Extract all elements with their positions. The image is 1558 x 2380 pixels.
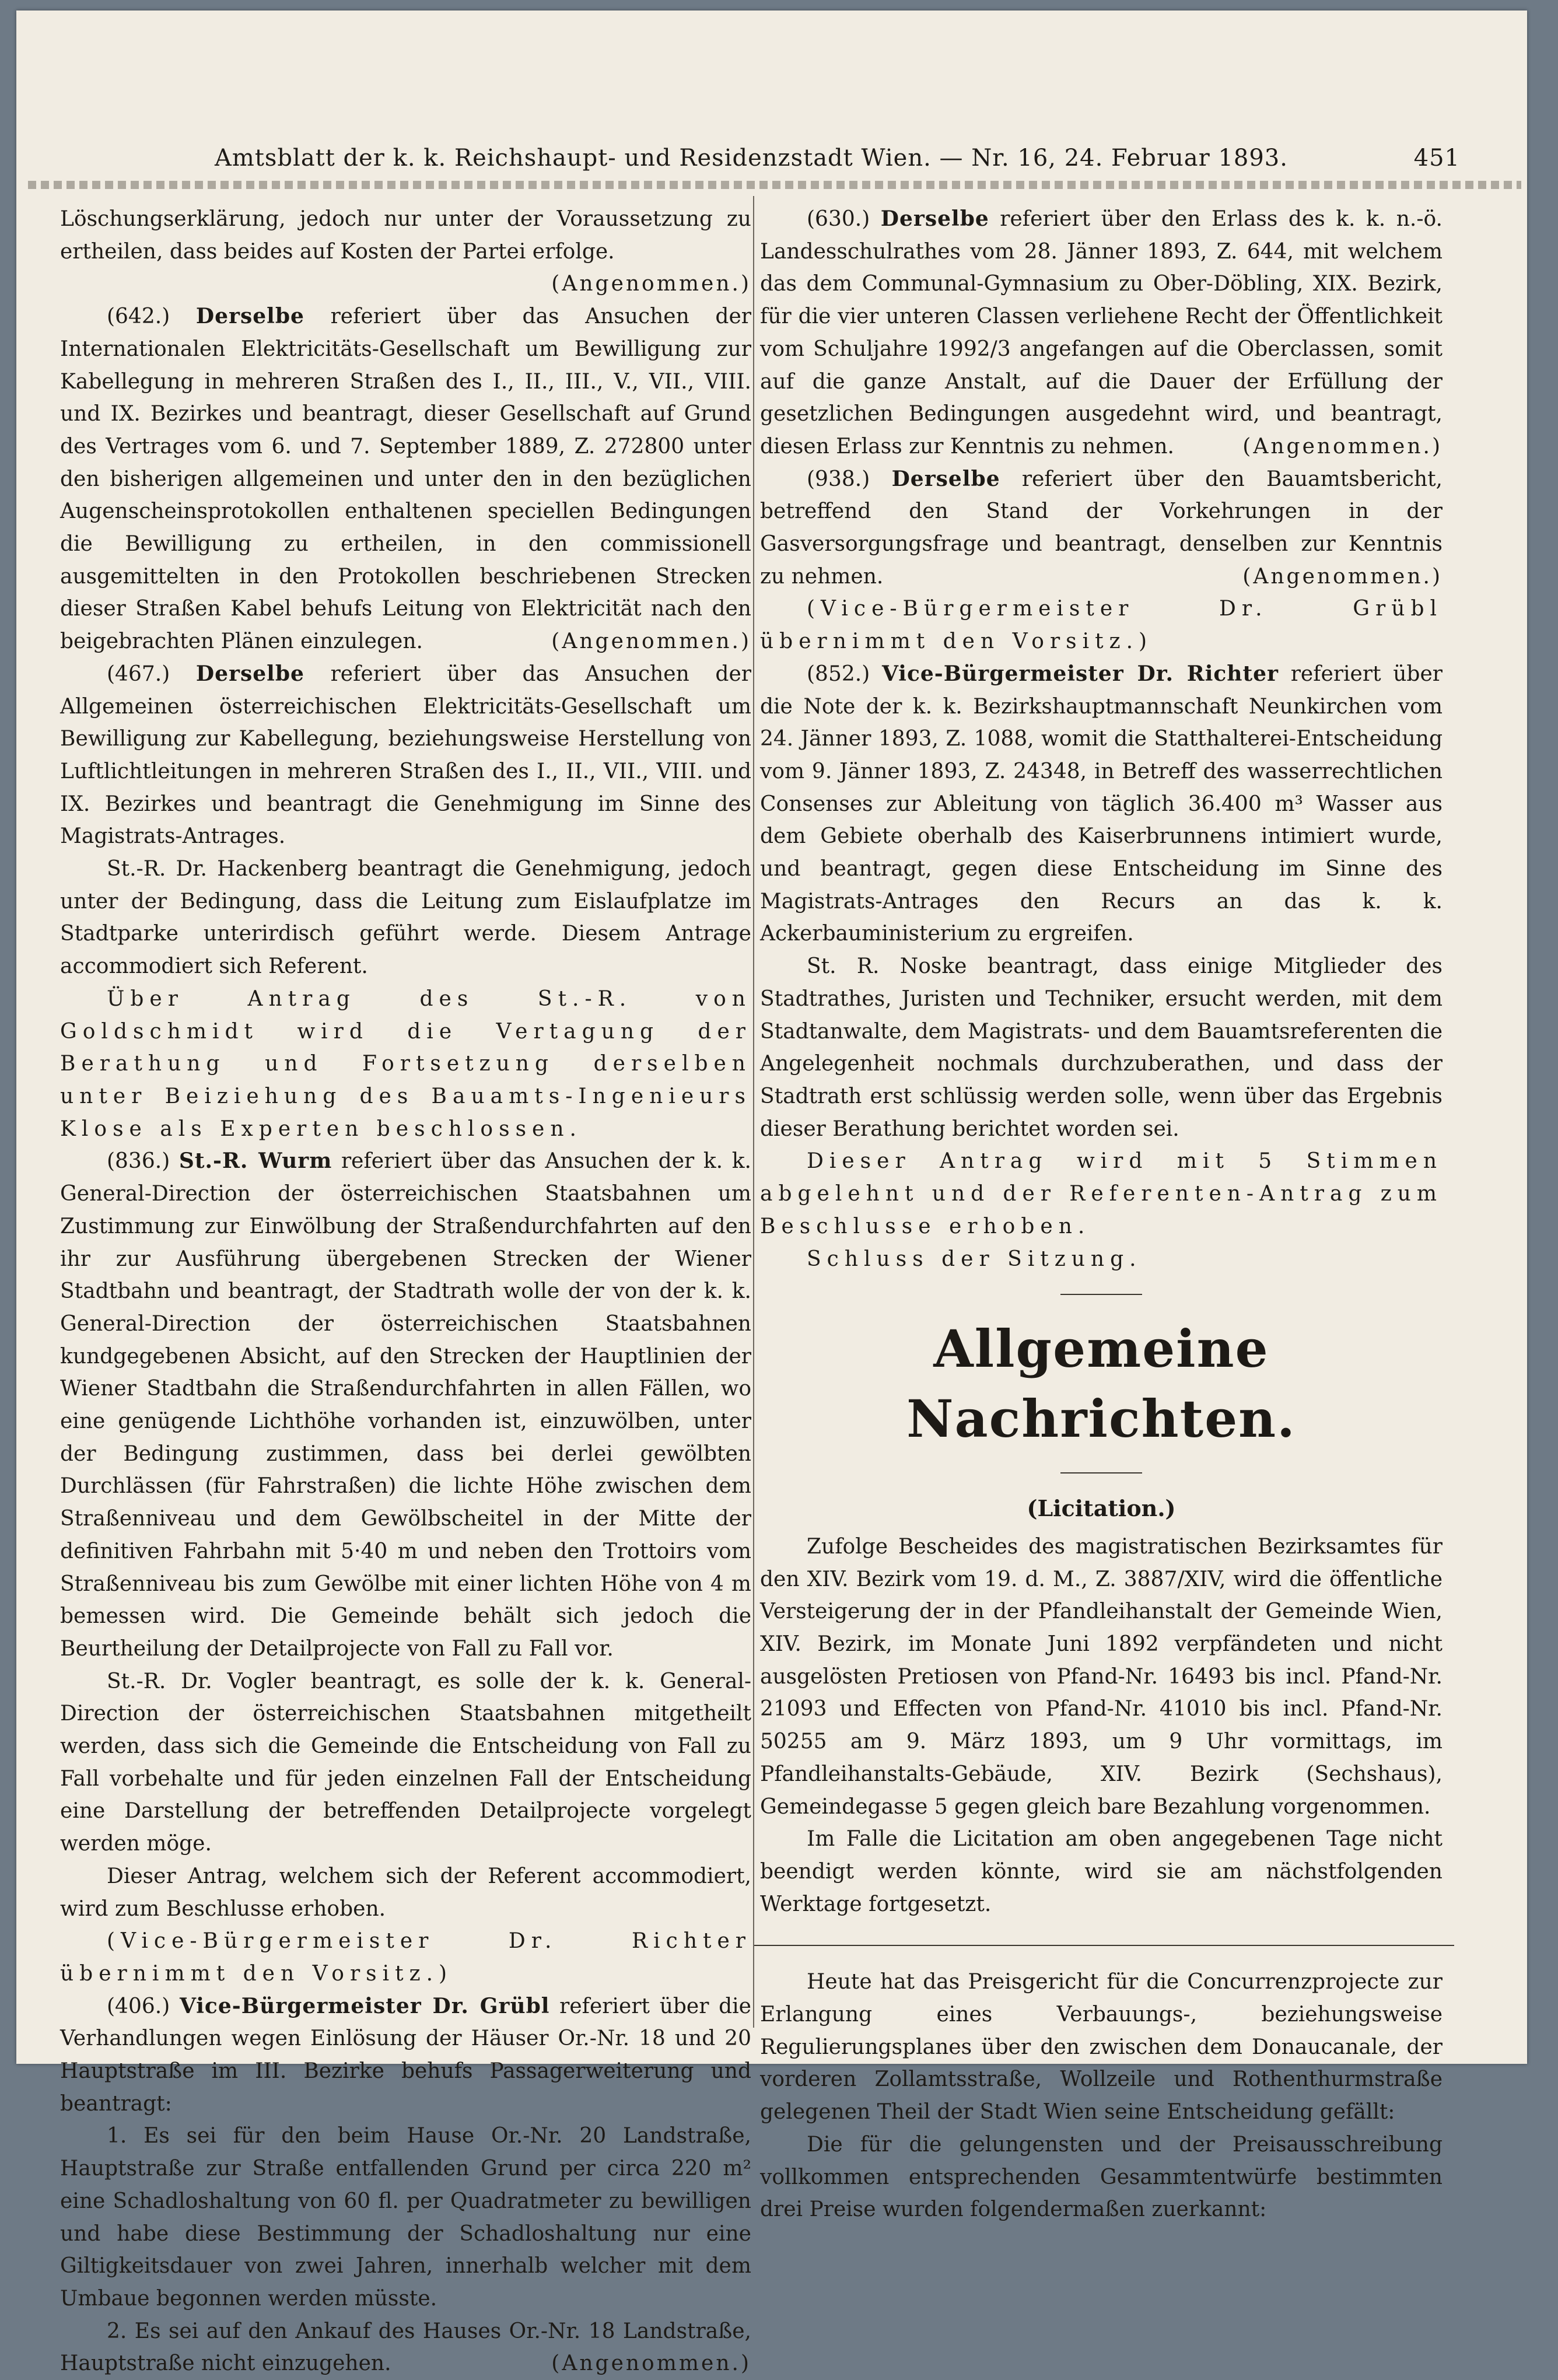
accepted-note: (Angenommen.) [551,2351,751,2376]
paragraph-938: (938.) Derselbe referiert über den Bauamtsbericht, betreffend den Stand der Vorkehrungen in der Gasversorgungsfrage und beantragt, denselben zur Kenntnis zu nehmen. (Angenommen.) [760,463,1443,593]
newspaper-page [16,10,1527,2376]
accepted-note: (Angenommen.) [551,272,751,296]
speaker: St.-R. Wurm [178,1149,332,1174]
short-rule [1060,1294,1142,1295]
speaker: Vice-Bürgermeister Dr. Richter [881,661,1279,686]
speaker: Derselbe [195,661,304,686]
accepted-note: (Angenommen.) [1242,564,1443,589]
paragraph: 2. Es sei auf den Ankauf des Hauses Or.-Nr. 18 Landstraße, Hauptstraße nicht einzugehen. (Angenommen.) [60,2315,751,2380]
paragraph: 1. Es sei für den beim Hause Or.-Nr. 20 Landstraße, Hauptstraße zur Straße entfallenden Grund per circa 220 m² eine Schadloshaltung von 60 fl. per Quadratmeter zu bewilligen und habe diese Bestimmung der Schadloshaltung nur eine Giltigkeitsdauer von zwei Jahren, innerhalb welcher mit dem Umbaue begonnen werden müsste. [60,2124,751,2311]
paragraph-spaced: Dieser Antrag wird mit 5 Stimmen abgelehnt und der Referenten-Antrag zum Beschlusse erhoben. [760,1149,1443,1238]
header-title: Amtsblatt der k. k. Reichshaupt- und Residenzstadt Wien. — Nr. 16, 24. Februar 1893. [215,145,1288,172]
paragraph: St.-R. Dr. Hackenberg beantragt die Genehmigung, jedoch unter der Bedingung, dass die Leitung zum Eislaufplatze im Stadtparke unterirdisch geführt werde. Diesem Antrage accommodiert sich Referent. [60,857,751,979]
paragraph-467: (467.) Derselbe referiert über das Ansuchen der Allgemeinen österreichischen Elektricitäts-Gesellschaft um Bewilligung zur Kabellegung, beziehungsweise Herstellung von Luftlichtleitungen in mehreren Straßen des I., II., VII., VIII. und IX. Bezirkes und beantragt die Genehmigung im Sinne des Magistrats-Antrages. [60,661,751,849]
paragraph-630: (630.) Derselbe referiert über den Erlass des k. k. n.-ö. Landesschulrathes vom 28. Jänner 1893, Z. 644, mit welchem das dem Communal-Gymnasium zu Ober-Döbling, XIX. Bezirk, für die vier unteren Classen verliehene Recht der Öffentlichkeit vom Schuljahre 1992/3 angefangen auf die Oberclassen, somit auf die ganze Anstalt, auf die Dauer der Erfüllung der gesetzlichen Bedingungen ausgedehnt wird, und beantragt, diesen Erlass zur Kenntnis zu nehmen. (Angenommen.) [760,203,1443,463]
section-title: Allgemeine Nachrichten. [906,1318,1296,1450]
paragraph: Dieser Antrag, welchem sich der Referent accommodiert, wird zum Beschlusse erhoben. [60,1864,751,1921]
column-divider [753,196,754,2028]
paragraph-spaced: Über Antrag des St.-R. von Goldschmidt wird die Vertagung der Berathung und Fortsetzung derselben unter Beiziehung des Bauamts-Ingenieurs Klose als Experten beschlossen. [60,986,751,1141]
accepted-note: (Angenommen.) [551,629,751,654]
paragraph-competition: Heute hat das Preisgericht für die Concurrenzprojecte zur Erlangung eines Verbauungs-, beziehungsweise Regulierungsplanes über den zwischen dem Donaucanale, der vorderen Zollamtsstraße, Wollzeile und Rothenthurmstraße gelegenen Theil der Stadt Wien seine Entscheidung gefällt: [760,1970,1443,2124]
section-subtitle: (Licitation.) [1027,1495,1176,1522]
paragraph-closing: Schluss der Sitzung. [807,1247,1142,1271]
accepted-note: (Angenommen.) [1242,434,1443,459]
right-column [760,203,1443,2226]
short-rule [1060,1472,1142,1474]
paragraph-836: (836.) St.-R. Wurm referiert über das Ansuchen der k. k. General-Direction der österreichischen Staatsbahnen um Zustimmung zur Einwölbung der Straßendurchfahrten auf den ihr zur Ausführung übergebenen Strecken der Wiener Stadtbahn und beantragt, der Stadtrath wolle der von der k. k. General-Direction der österreichischen Staatsbahnen kundgegebenen Absicht, auf den Strecken der Hauptlinien der Wiener Stadtbahn die Straßendurchfahrten in allen Fällen, wo eine genügende Lichthöhe vorhanden ist, einzuwölben, unter der Bedingung zustimmen, dass bei derlei gewölbten Durchlässen (für Fahrstraßen) die lichte Höhe zwischen dem Straßenniveau und dem Gewölbscheitel in der Mitte der definitiven Fahrbahn mit 5·40 m und neben den Trottoirs vom Straßenniveau bis zum Gewölbe mit einer lichten Höhe von 4 m bemessen wird. Die Gemeinde behält sich jedoch die Beurtheilung der Detailprojecte von Fall zu Fall vor. [60,1149,751,1661]
paragraph: St. R. Noske beantragt, dass einige Mitglieder des Stadtrathes, Juristen und Techniker, ersucht werden, mit dem Stadtanwalte, dem Magistrats- und dem Bauamtsreferenten die Angelegenheit nochmals durchzuberathen, und dass der Stadtrath erst schlüssig werden solle, wenn über das Ergebnis dieser Berathung berichtet worden sei. [760,954,1443,1141]
page-number: 451 [1413,145,1460,172]
left-column [60,203,751,2380]
speaker: Vice-Bürgermeister Dr. Grübl [179,1993,550,2018]
paragraph-spaced: (Vice-Bürgermeister Dr. Grübl übernimmt den Vorsitz.) [760,597,1443,654]
section-rule [754,1945,1454,1946]
paragraph-spaced: (Vice-Bürgermeister Dr. Richter übernimmt den Vorsitz.) [60,1929,751,1986]
paragraph-406: (406.) Vice-Bürgermeister Dr. Grübl referiert über die Verhandlungen wegen Einlösung der Häuser Or.-Nr. 18 und 20 Hauptstraße im III. Bezirke behufs Passagerweiterung und beantragt: [60,1993,751,2116]
paragraph-642: (642.) Derselbe referiert über das Ansuchen der Internationalen Elektricitäts-Gesellschaft um Bewilligung zur Kabellegung in mehreren Straßen des I., II., III., V., VII., VIII. und IX. Bezirkes und beantragt, dieser Gesellschaft auf Grund des Vertrages vom 6. und 7. September 1889, Z. 272800 unter den bisherigen allgemeinen und unter den in den bezüglichen Augenscheinsprotokollen enthaltenen speciellen Bedingungen die Bewilligung zu ertheilen, in den commissionell ausgemittelten in den Protokollen beschriebenen Strecken dieser Straßen Kabel behufs Leitung von Elektricität nach den beigebrachten Plänen einzulegen. (Angenommen.) [60,300,751,658]
paragraph: Die für die gelungensten und der Preisausschreibung vollkommen entsprechenden Gesammtentwürfe bestimmten drei Preise wurden folgendermaßen zuerkannt: [760,2132,1443,2222]
header-wavy-rule [28,181,1521,189]
paragraph: Löschungserklärung, jedoch nur unter der Voraussetzung zu ertheilen, dass beides auf Kosten der Partei erfolge. (Angenommen.) [60,203,751,268]
paragraph-licitation: Zufolge Bescheides des magistratischen Bezirksamtes für den XIV. Bezirk vom 19. d. M., Z. 3887/XIV, wird die öffentliche Versteigerung der in der Pfandleihanstalt der Gemeinde Wien, XIV. Bezirk, im Monate Juni 1892 verpfändeten und nicht ausgelösten Pretiosen von Pfand-Nr. 16493 bis incl. Pfand-Nr. 21093 und Effecten von Pfand-Nr. 41010 bis incl. Pfand-Nr. 50255 am 9. März 1893, um 9 Uhr vormittags, im Pfandleihanstalts-Gebäude, XIV. Bezirk (Sechshaus), Gemeindegasse 5 gegen gleich bare Bezahlung vorgenommen. [760,1534,1443,1819]
paragraph: St.-R. Dr. Vogler beantragt, es solle der k. k. General-Direction der österreichischen Staatsbahnen mitgetheilt werden, dass sich die Gemeinde die Entscheidung von Fall zu Fall vorbehalte und für jeden einzelnen Fall der Entscheidung eine Darstellung der betreffenden Detailprojecte vorgelegt werden möge. [60,1669,751,1856]
speaker: Derselbe [891,466,1000,491]
speaker: Derselbe [195,304,304,329]
paragraph-852: (852.) Vice-Bürgermeister Dr. Richter referiert über die Note der k. k. Bezirkshauptmannschaft Neunkirchen vom 24. Jänner 1893, Z. 1088, womit die Statthalterei-Entscheidung vom 9. Jänner 1893, Z. 24348, in Betreff des wasserrechtlichen Consenses zur Ableitung von täglich 36.400 m³ Wasser aus dem Gebiete oberhalb des Kaiserbrunnens intimiert wurde, und beantragt, gegen diese Entscheidung im Sinne des Magistrats-Antrages den Recurs an das k. k. Ackerbauministerium zu ergreifen. [760,661,1443,946]
speaker: Derselbe [880,206,989,231]
paragraph: Im Falle die Licitation am oben angegebenen Tage nicht beendigt werden könnte, wird sie am nächstfolgenden Werktage fortgesetzt. [760,1827,1443,1916]
